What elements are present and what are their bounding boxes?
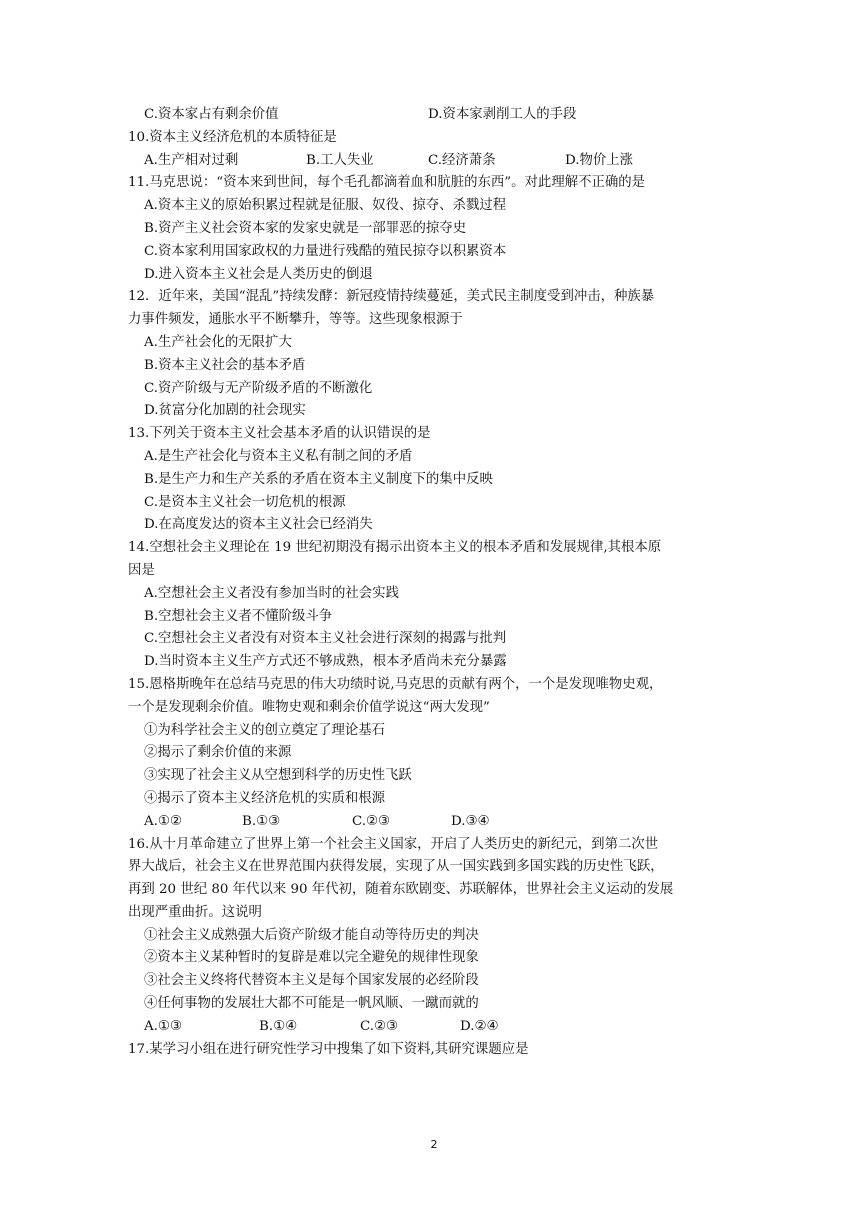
q15-statement-1: ①为科学社会主义的创立奠定了理论基石 (144, 722, 386, 738)
q14-option-d: D.当时资本主义生产方式还不够成熟，根本矛盾尚未充分暴露 (144, 654, 507, 670)
q11-option-d: D.进入资本主义社会是人类历史的倒退 (144, 266, 373, 282)
q9-option-c: C.资本家占有剩余价值 (144, 107, 279, 122)
q14-stem-line-2: 因是 (128, 562, 155, 578)
q15-option-b: B.①③ (242, 813, 281, 829)
q16-stem-line-1: 16.从十月革命建立了世界上第一个社会主义国家，开启了人类历史的新纪元，到第二次世 (128, 836, 659, 852)
q16-statement-4: ④任何事物的发展壮大都不可能是一帆风顺、一蹴而就的 (144, 996, 479, 1012)
q11-option-b: B.资产主义社会资本家的发家史就是一部罪恶的掠夺史 (144, 220, 467, 236)
q9-option-d: D.资本家剥削工人的手段 (428, 107, 577, 122)
q13-option-a: A.是生产社会化与资本主义私有制之间的矛盾 (144, 448, 413, 464)
q16-statement-1: ①社会主义成熟强大后资产阶级才能自动等待历史的判决 (144, 927, 479, 943)
q16-option-d: D.②④ (460, 1018, 499, 1034)
page-content (128, 104, 740, 1061)
q12-option-c: C.资产阶级与无产阶级矛盾的不断激化 (144, 380, 373, 396)
q10-option-a: A.生产相对过剩 (144, 152, 239, 168)
q14-option-a: A.空想社会主义者没有参加当时的社会实践 (144, 585, 399, 601)
q10-options (128, 150, 740, 173)
q14-option-b: B.空想社会主义者不懂阶级斗争 (144, 608, 333, 624)
q11-stem: 11.马克思说：“资本来到世间，每个毛孔都滴着血和肮脏的东西”。对此理解不正确的是 (128, 175, 646, 191)
q15-option-c: C.②③ (352, 813, 391, 829)
q15-stem-line-2: 一个是发现剩余价值。唯物史观和剩余价值学说这“两大发现” (128, 699, 490, 715)
q15-option-d: D.③④ (451, 813, 490, 829)
q12-option-d: D.贫富分化加剧的社会现实 (144, 403, 306, 419)
q16-stem-line-3: 再到 20 世纪 80 年代以来 90 年代初，随着东欧剧变、苏联解体，世界社会主义运动的发展 (128, 882, 674, 898)
q16-stem-line-2: 界大战后，社会主义在世界范围内获得发展，实现了从一国实践到多国实践的历史性飞跃， (128, 859, 664, 875)
q16-option-a: A.①③ (144, 1018, 182, 1034)
q12-option-b: B.资本主义社会的基本矛盾 (144, 357, 306, 373)
q15-stem-line-1: 15.恩格斯晚年在总结马克思的伟大功绩时说,马克思的贡献有两个，一个是发现唯物史观， (128, 676, 663, 692)
q16-option-c: C.②③ (360, 1018, 399, 1034)
q10-stem: 10.资本主义经济危机的本质特征是 (128, 129, 337, 145)
q16-statement-2: ②资本主义某种暂时的复辟是难以完全避免的规律性现象 (144, 950, 479, 966)
page-number: 2 (430, 1138, 438, 1151)
q12-stem-line-1: 12．近年来，美国“混乱”持续发酵：新冠疫情持续蔓延，美式民主制度受到冲击，种族暴 (128, 289, 655, 305)
q12-option-a: A.生产社会化的无限扩大 (144, 334, 292, 350)
q10-option-c: C.经济萧条 (428, 152, 496, 168)
q17-stem: 17.某学习小组在进行研究性学习中搜集了如下资料,其研究课题应是 (128, 1041, 529, 1057)
q13-option-c: C.是资本主义社会一切危机的根源 (144, 494, 346, 510)
q16-option-b: B.①④ (259, 1018, 298, 1034)
q16-statement-3: ③社会主义终将代替资本主义是每个国家发展的必经阶段 (144, 973, 479, 989)
q15-options (128, 811, 740, 834)
q11-option-a: A.资本主义的原始积累过程就是征服、奴役、掠夺、杀戮过程 (144, 198, 507, 214)
q15-statement-2: ②揭示了剩余价值的来源 (144, 745, 292, 761)
q12-stem-line-2: 力事件频发，通胀水平不断攀升，等等。这些现象根源于 (128, 312, 463, 328)
q10-option-d: D.物价上涨 (565, 152, 634, 168)
q13-option-d: D.在高度发达的资本主义社会已经消失 (144, 517, 373, 533)
q15-statement-3: ③实现了社会主义从空想到科学的历史性飞跃 (144, 768, 412, 784)
q15-statement-4: ④揭示了资本主义经济危机的实质和根源 (144, 790, 386, 806)
q11-option-c: C.资本家利用国家政权的力量进行残酷的殖民掠夺以积累资本 (144, 243, 507, 259)
q9-options (128, 104, 740, 127)
q14-stem-line-1: 14.空想社会主义理论在 19 世纪初期没有揭示出资本主义的根本矛盾和发展规律,其根本原 (128, 540, 662, 556)
q13-stem: 13.下列关于资本主义社会基本矛盾的认识错误的是 (128, 426, 431, 442)
q13-option-b: B.是生产力和生产关系的矛盾在资本主义制度下的集中反映 (144, 471, 493, 487)
q15-option-a: A.①② (144, 813, 182, 829)
q10-option-b: B.工人失业 (306, 152, 374, 168)
q16-stem-line-4: 出现严重曲折。这说明 (128, 904, 262, 920)
q14-option-c: C.空想社会主义者没有对资本主义社会进行深刻的揭露与批判 (144, 631, 507, 647)
q16-options (128, 1016, 740, 1039)
